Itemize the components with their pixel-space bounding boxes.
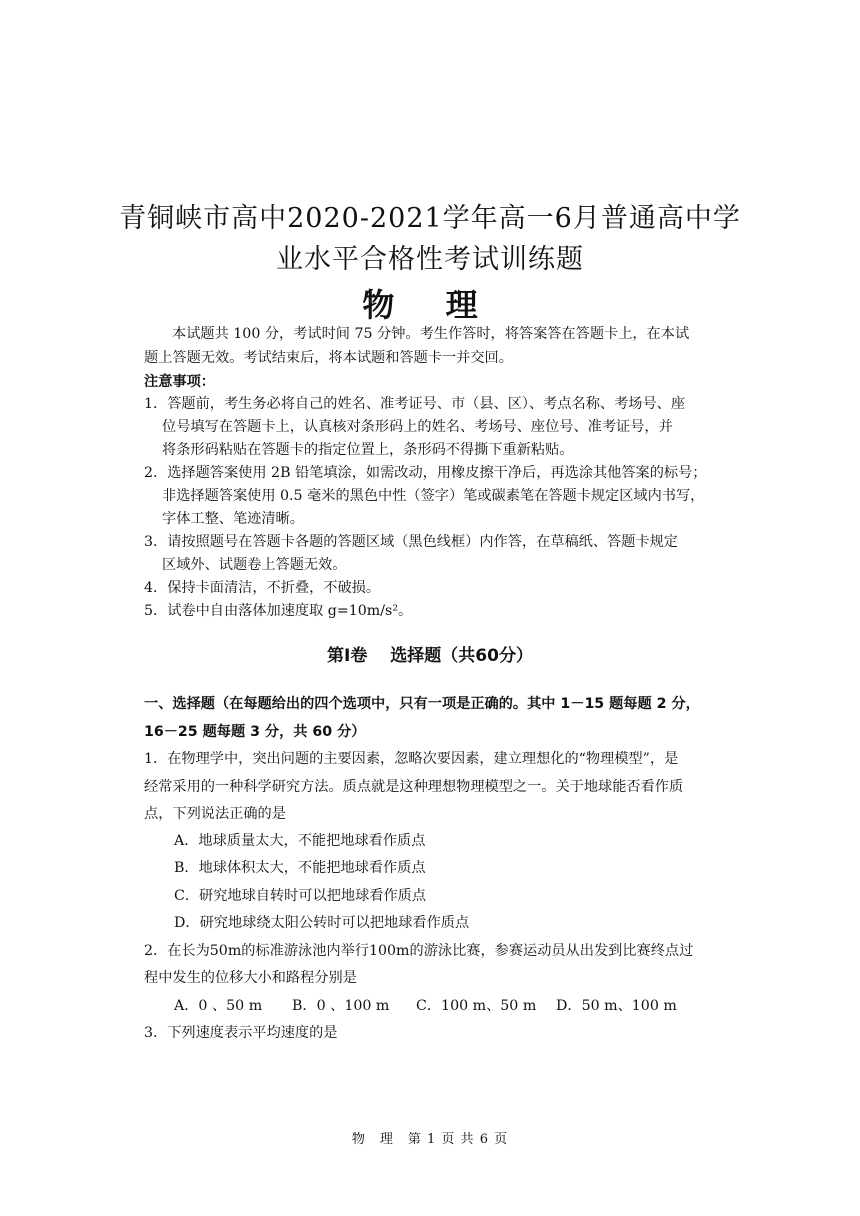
- q2-option-a: A．0 、50 m: [174, 998, 263, 1014]
- exam-title-line2: 业水平合格性考试训练题: [276, 244, 584, 275]
- q1-stem-line-1: 1．在物理学中，突出问题的主要因素，忽略次要因素，建立理想化的“物理模型”，是: [144, 751, 679, 767]
- notice-item-5: 5．试卷中自由落体加速度取 g=10m/s²。: [144, 603, 413, 619]
- q2-option-b: B．0 、100 m: [292, 998, 390, 1014]
- notice-item-2-line-1: 2．选择题答案使用 2B 铅笔填涂，如需改动，用橡皮擦干净后，再选涂其他答案的标号；: [144, 465, 707, 481]
- q1-option-a: A．地球质量太大，不能把地球看作质点: [174, 833, 426, 849]
- page-footer: 物 理 第 1 页 共 6 页: [351, 1132, 509, 1147]
- notice-item-3-line-2: 区域外、试题卷上答题无效。: [162, 557, 347, 573]
- notice-item-2-line-3: 字体工整、笔迹清晰。: [162, 511, 304, 527]
- notice-heading: 注意事项：: [144, 374, 215, 390]
- notice-item-2-line-2: 非选择题答案使用 0.5 毫米的黑色中性（签字）笔或碳素笔在答题卡规定区域内书写，: [162, 488, 705, 504]
- q2-stem-line-2: 程中发生的位移大小和路程分别是: [144, 970, 357, 986]
- intro-line-2: 题上答题无效。考试结束后，将本试题和答题卡一并交回。: [144, 350, 513, 366]
- q2-option-d: D．50 m、100 m: [556, 998, 677, 1014]
- exam-title-line1: 青铜峡市高中2020-2021学年高一6月普通高中学: [119, 203, 741, 234]
- notice-item-1-line-3: 将条形码粘贴在答题卡的指定位置上，条形码不得撕下重新粘贴。: [162, 442, 574, 458]
- notice-item-1-line-2: 位号填写在答题卡上，认真核对条形码上的姓名、考场号、座位号、准考证号，并: [162, 419, 673, 435]
- q2-option-c: C．100 m、50 m: [416, 998, 537, 1014]
- notice-item-4: 4．保持卡面清洁，不折叠，不破损。: [144, 580, 381, 596]
- notice-item-1-line-1: 1．答题前，考生务必将自己的姓名、准考证号、市（县、区）、考点名称、考场号、座: [144, 396, 686, 412]
- subject-title: 物 理: [362, 286, 498, 324]
- q1-option-d: D．研究地球绕太阳公转时可以把地球看作质点: [174, 915, 470, 931]
- q1-stem-line-3: 点，下列说法正确的是: [144, 806, 286, 822]
- q2-options: [174, 995, 677, 1015]
- part-heading-line-2: 16－25 题每题 3 分，共 60 分）: [144, 724, 366, 740]
- q3-stem-line-1: 3．下列速度表示平均速度的是: [144, 1025, 338, 1041]
- section-title: 第Ⅰ卷 选择题（共60分）: [327, 646, 533, 666]
- part-heading-line-1: 一、选择题（在每题给出的四个选项中，只有一项是正确的。其中 1－15 题每题 2 分，: [144, 696, 700, 712]
- q1-stem-line-2: 经常采用的一种科学研究方法。质点就是这种理想物理模型之一。关于地球能否看作质: [144, 779, 684, 795]
- q1-option-c: C．研究地球自转时可以把地球看作质点: [174, 888, 427, 904]
- notice-item-3-line-1: 3．请按照题号在答题卡各题的答题区域（黑色线框）内作答，在草稿纸、答题卡规定: [144, 534, 678, 550]
- intro-line-1: 本试题共 100 分，考试时间 75 分钟。考生作答时，将答案答在答题卡上，在本试: [172, 326, 690, 342]
- q2-stem-line-1: 2．在长为50m的标准游泳池内举行100m的游泳比赛，参赛运动员从出发到比赛终点过: [144, 943, 694, 959]
- q1-option-b: B．地球体积太大，不能把地球看作质点: [174, 860, 426, 876]
